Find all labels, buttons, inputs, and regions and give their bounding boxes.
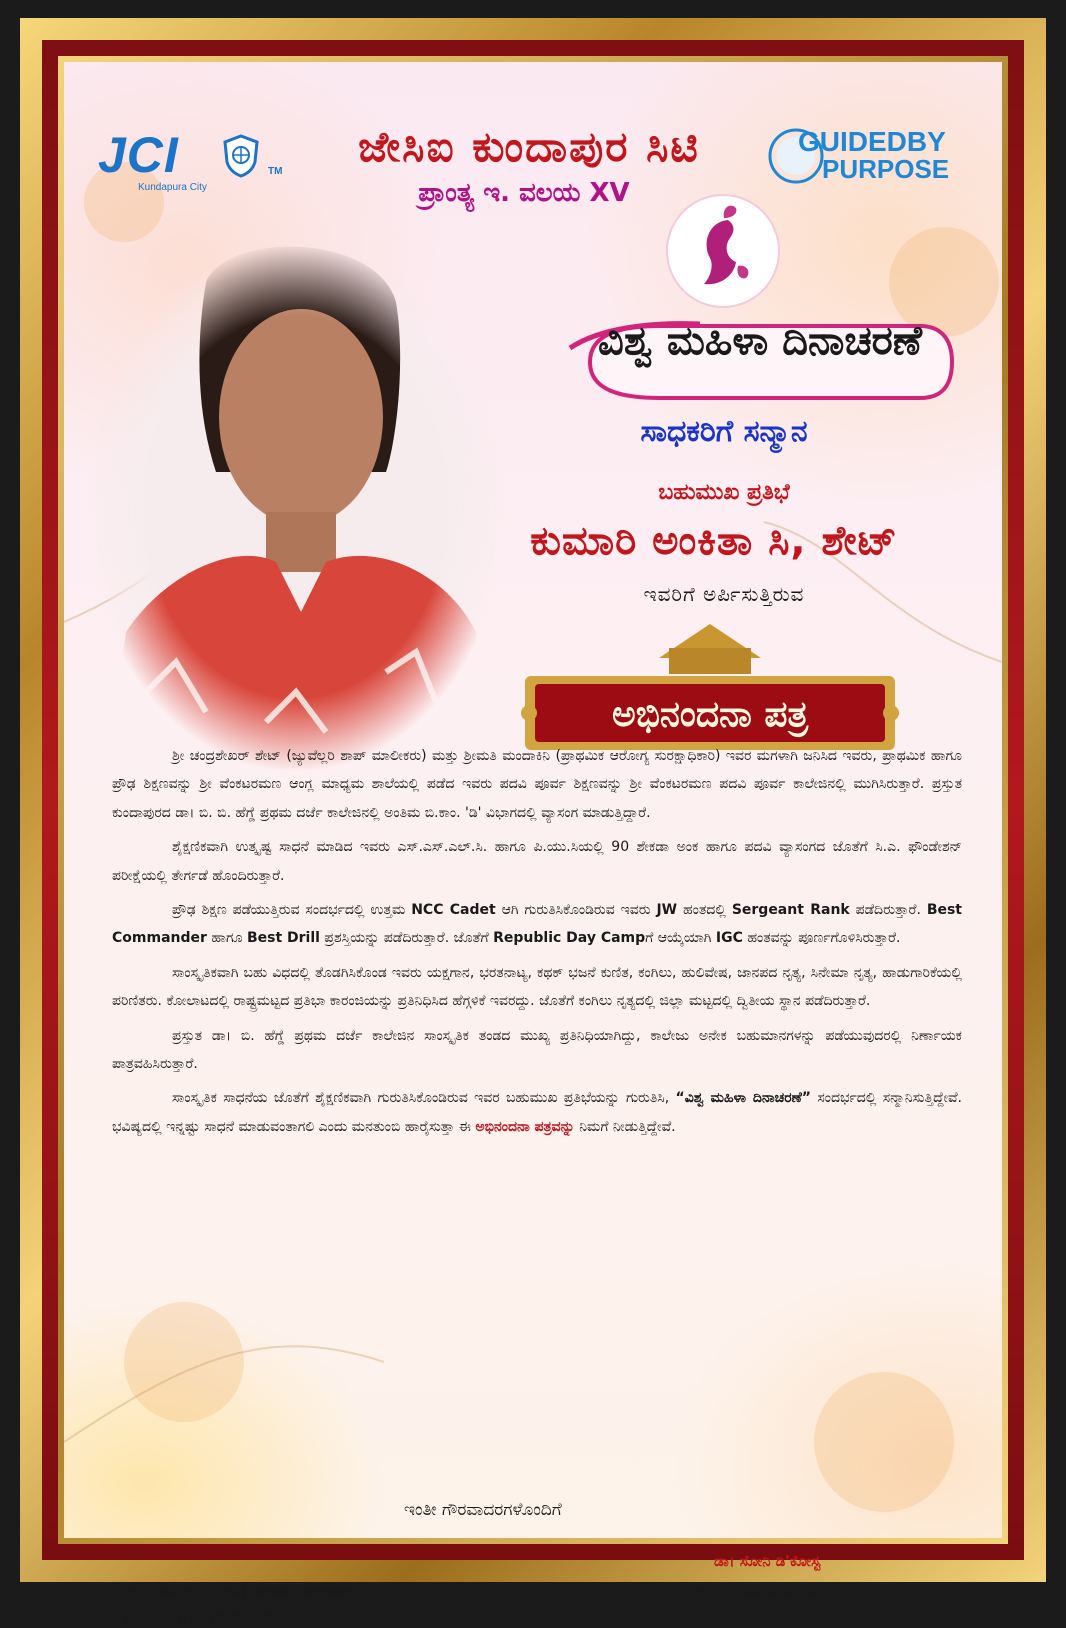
body-paragraph-6 [112,1084,962,1141]
body-paragraph-2: ಶೈಕ್ಷಣಿಕವಾಗಿ ಉತ್ಕೃಷ್ಟ ಸಾಧನೆ ಮಾಡಿದ ಇವರು ಎಸ್.ಎಸ್.ಎಲ್.ಸಿ. ಹಾಗೂ ಪಿ.ಯು.ಸಿಯಲ್ಲಿ 90 ಶೇಕಡಾ ಅಂಕ ಹಾಗೂ ಪದವಿ ವ್ಯಾಸಂಗದ ಜೊತೆಗೆ ಸಿ.ಎ. ಫೌಂಡೇಶನ್ ಪರೀಕ್ಷೆಯಲ್ಲಿ ತೇರ್ಗಡೆ ಹೊಂದಿರುತ್ತಾರೆ. [112,839,962,884]
jci-logo-subtitle: Kundapura City [138,182,207,193]
event-date: ದಿನಾಂಕ : 08-03-2023 [124,1610,274,1628]
org-title: ಜೇಸಿಐ ಕುಂದಾಪುರ ಸಿಟಿ [358,122,700,171]
theme-line-2: PURPOSE [822,154,950,184]
event-place: ಸ್ಥಳ : ಡಾ। ಬಿ. ಬಿ. ಹೆಗ್ಡೆ ಕಾಲೇಜು, ಕುಂದಾಪುರ [124,1582,359,1600]
womens-day-emblem-icon [664,192,782,310]
citation-frame [519,618,901,758]
citation-body [112,742,962,1147]
text-run: ಪ್ರೌಢ ಶಿಕ್ಷಣ ಪಡೆಯುತ್ತಿರುವ ಸಂದರ್ಭದಲ್ಲಿ ಉತ್ತಮ [172,902,412,919]
guided-by-purpose-logo [768,126,968,186]
body-paragraph-3 [112,896,962,953]
text-run: IGC [715,930,743,947]
recipient-name: ಕುಮಾರಿ ಅಂಕಿತಾ ಸಿ, ಶೇಟ್ [530,518,898,564]
jci-tm-mark: TM [268,166,283,177]
signatory-name: ಡಾ। ಸೋನಿ ಡಿ'ಕೋಸ್ಟ [714,1552,821,1570]
citation-plaque [519,618,901,758]
text-run: Best Commander [112,902,963,947]
text-run: ಗೆ ಆಯ್ಕೆಯಾಗಿ [645,930,716,947]
recipient-photo [86,242,506,772]
text-run: NCC Cadet [411,902,496,919]
jci-logo-text: JCI [98,127,179,183]
theme-line-1: GUIDEDBY [798,126,946,157]
event-banner [560,318,960,406]
certificate-paper [64,62,1002,1628]
event-name: ವಿಶ್ವ ಮಹಿಳಾ ದಿನಾಚರಣೆ [598,318,922,364]
text-run: ಆಗಿ ಗುರುತಿಸಿಕೊಂಡಿರುವ ಇವರು [495,902,657,919]
body-paragraph-1: ಶ್ರೀ ಚಂದ್ರಶೇಖರ್ ಶೇಟ್ (ಜ್ಯುವೆಲ್ಲರಿ ಶಾಪ್ ಮಾಲೀಕರು) ಮತ್ತು ಶ್ರೀಮತಿ ಮಂದಾಕಿನಿ (ಪ್ರಾಥಮಿಕ ಆರೋಗ್ಯ ಸುರಕ್ಷಾಧಿಕಾರಿ) ಇವರ ಮಗಳಾಗಿ ಜನಿಸಿದ ಇವರು, ಪ್ರಾಥಮಿಕ ಹಾಗೂ ಪ್ರೌಢ ಶಿಕ್ಷಣವನ್ನು ಶ್ರೀ ವೆಂಕಟರಮಣ ಆಂಗ್ಲ ಮಾಧ್ಯಮ ಶಾಲೆಯಲ್ಲಿ ಪಡೆದ ಇವರು ಪದವಿ ಪೂರ್ವ ಶಿಕ್ಷಣವನ್ನು ಶ್ರೀ ವೆಂಕಟರಮಣ ಪದವಿ ಪೂರ್ವ ಕಾಲೇಜಿನಲ್ಲಿ ಮುಗಿಸಿರುತ್ತಾರೆ. ಪ್ರಸ್ತುತ ಕುಂದಾಪುರದ ಡಾ। ಬಿ. ಬಿ. ಹೆಗ್ಡೆ ಪ್ರಥಮ ದರ್ಜೆ ಕಾಲೇಜಿನಲ್ಲಿ ಅಂತಿಮ ಬಿ.ಕಾಂ. 'ಡಿ' ವಿಭಾಗದಲ್ಲಿ ವ್ಯಾಸಂಗ ಮಾಡುತ್ತಿದ್ದಾರೆ. [112,748,962,821]
jci-shield-icon [222,134,260,178]
text-run: Best Drill [246,930,320,947]
text-run: ಹಂತವನ್ನು ಪೂರ್ಣಗೊಳಿಸಿರುತ್ತಾರೆ. [742,930,901,947]
org-zone: ಪ್ರಾಂತ್ಯ ಇ. ವಲಯ XV [418,178,630,208]
signatory-org: ಜೇಸಿಐ ಕುಂದಾಪುರ ಸಿಟಿ [714,1608,828,1626]
presented-to-text: ಇವರಿಗೆ ಅರ್ಪಿಸುತ್ತಿರುವ [643,582,805,606]
jci-logo [98,126,298,206]
citation-title: ಅಭಿನಂದನಾ ಪತ್ರ [611,694,809,735]
body-paragraph-4: ಸಾಂಸ್ಕೃತಿಕವಾಗಿ ಬಹು ವಿಧದಲ್ಲಿ ತೊಡಗಿಸಿಕೊಂಡ ಇವರು ಯಕ್ಷಗಾನ, ಭರತನಾಟ್ಯ, ಕಥಕ್ ಭಜನೆ ಕುಣಿತ, ಕಂಗಿಲು, ಹುಲಿವೇಷ, ಜಾನಪದ ನೃತ್ಯ, ಸಿನೇಮಾ ನೃತ್ಯ, ಹಾಡುಗಾರಿಕೆಯಲ್ಲಿ ಪರಿಣಿತರು. ಕೋಲಾಟದಲ್ಲಿ ರಾಷ್ಟ್ರಮಟ್ಟದ ಪ್ರತಿಭಾ ಕಾರಂಜಿಯನ್ನು ಪ್ರತಿನಿಧಿಸಿದ ಹೆಗ್ಗಳಿಕೆ ಇವರದ್ದು. ಜೊತೆಗೆ ಕಂಗಿಲು ನೃತ್ಯದಲ್ಲಿ ಜಿಲ್ಲಾ ಮಟ್ಟದಲ್ಲಿ ದ್ವಿತೀಯ ಸ್ಥಾನ ಪಡೆದಿರುತ್ತಾರೆ. [112,964,962,1010]
body-paragraph-5: ಪ್ರಸ್ತುತ ಡಾ। ಬಿ. ಹೆಗ್ಡೆ ಪ್ರಥಮ ದರ್ಜೆ ಕಾಲೇಜಿನ ಸಾಂಸ್ಕೃತಿಕ ತಂಡದ ಮುಖ್ಯ ಪ್ರತಿನಿಧಿಯಾಗಿದ್ದು, ಕಾಲೇಜು ಅನೇಕ ಬಹುಮಾನಗಳನ್ನು ಪಡೆಯುವುದರಲ್ಲಿ ನಿರ್ಣಾಯಕ ಪಾತ್ರವಹಿಸಿರುತ್ತಾರೆ. [112,1027,962,1073]
text-run: ಹಂತದಲ್ಲಿ [677,902,732,919]
closing-salutation: ಇಂತೀ ಗೌರವಾದರಗಳೊಂದಿಗೆ [404,1500,562,1520]
text-run: ಅಭಿನಂದನಾ ಪತ್ರವನ್ನು [475,1118,575,1135]
text-run: ಪಡೆದಿರುತ್ತಾರೆ. [849,902,927,919]
text-run: ಸಂದರ್ಭದಲ್ಲಿ ಸನ್ಮಾನಿಸುತ್ತಿದ್ದೇವೆ. ಭವಿಷ್ಯದಲ್ಲಿ ಇನ್ನಷ್ಟು ಸಾಧನೆ ಮಾಡುವಂತಾಗಲಿ ಎಂದು ಮನತುಂಬಿ ಹಾರೈಸುತ್ತಾ ಈ [112,1090,963,1135]
text-run: ನಿಮಗೆ ನೀಡುತ್ತಿದ್ದೇವೆ. [574,1118,676,1135]
text-run: ಹಾಗೂ [206,930,247,947]
text-run: JW [656,902,678,919]
talent-label: ಬಹುಮುಖ ಪ್ರತಿಭೆ [658,480,790,505]
honor-title: ಸಾಧಕರಿಗೆ ಸನ್ಮಾನ [640,414,808,449]
text-run: ಪ್ರಶಸ್ತಿಯನ್ನು ಪಡೆದಿರುತ್ತಾರೆ. ಜೊತೆಗೆ [319,930,494,947]
text-run: Republic Day Camp [493,930,646,947]
text-run: “ವಿಶ್ವ ಮಹಿಳಾ ದಿನಾಚರಣೆ” [675,1090,811,1107]
text-run: Sergeant Rank [731,902,850,919]
text-run: ಸಾಂಸ್ಕೃತಿಕ ಸಾಧನೆಯ ಜೊತೆಗೆ ಶೈಕ್ಷಣಿಕವಾಗಿ ಗುರುತಿಸಿಕೊಂಡಿರುವ ಇವರ ಬಹುಮುಖ ಪ್ರತಿಭೆಯನ್ನು ಗುರುತಿಸಿ, [172,1090,676,1107]
signatory-role: ಅಧ್ಯಕ್ಷರು ಹಾಗೂ ಸರ್ವಸದಸ್ಯರು [694,1582,846,1600]
